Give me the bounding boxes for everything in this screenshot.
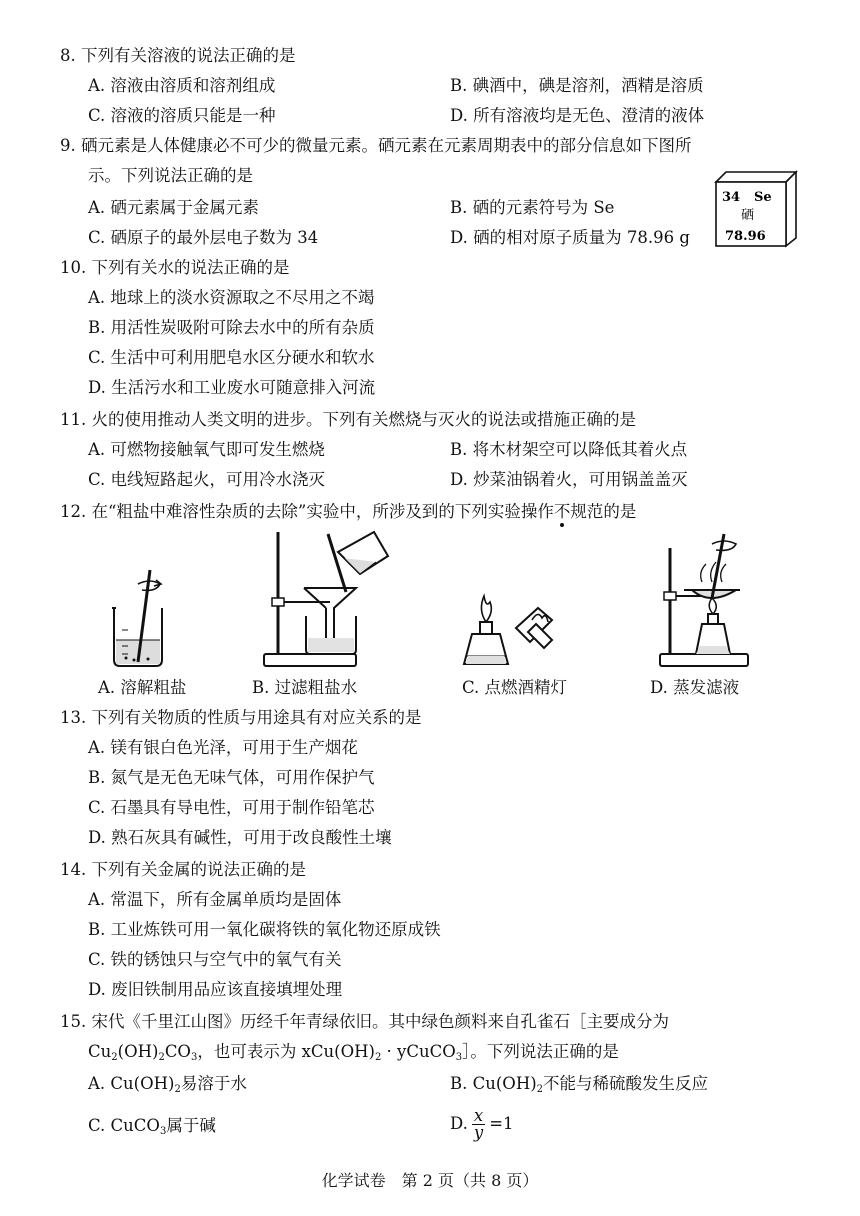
- lighting-alcohol-lamp-illustration: [456, 590, 566, 670]
- q12-option-c: C. 点燃酒精灯: [462, 678, 568, 697]
- q9-option-a: A. 硒元素属于金属元素: [88, 198, 259, 217]
- q15-option-c: C. CuCO$_3$属于碱: [88, 1116, 216, 1137]
- q12-stem-tail: 规范的是: [570, 502, 637, 521]
- q12-option-d: D. 蒸发滤液: [650, 678, 740, 697]
- q13-option-a: A. 镁有银白色光泽，可用于生产烟花: [88, 738, 358, 757]
- q8-option-a: A. 溶液由溶质和溶剂组成: [88, 76, 276, 95]
- q14-option-a: A. 常温下，所有金属单质均是固体: [88, 890, 342, 909]
- q12-option-a: A. 溶解粗盐: [98, 678, 187, 697]
- q10-option-c: C. 生活中可利用肥皂水区分硬水和软水: [88, 348, 375, 367]
- q10-stem: 10. 下列有关水的说法正确的是: [60, 258, 290, 277]
- q11-option-c: C. 电线短路起火，可用冷水浇灭: [88, 470, 326, 489]
- q15-option-a: A. $Cu(OH)_2$易溶于水: [88, 1074, 247, 1095]
- evaporation-apparatus-illustration: [654, 528, 754, 672]
- q14-stem: 14. 下列有关金属的说法正确的是: [60, 860, 306, 879]
- q8-option-b: B. 碘酒中，碘是溶剂，酒精是溶质: [450, 76, 704, 95]
- dissolve-beaker-illustration: [90, 566, 180, 672]
- element-mass: 78.96: [725, 229, 766, 244]
- q14-option-b: B. 工业炼铁可用一氧化碳将铁的氧化物还原成铁: [88, 920, 441, 939]
- q12-stem-text: 12. 在“粗盐中难溶性杂质的去除”实验中，所涉及到的下列实验操作: [60, 502, 554, 521]
- q9-option-b: B. 硒的元素符号为 Se: [450, 198, 615, 217]
- element-number: 34: [722, 190, 741, 205]
- q9-stem-line2: 示。下列说法正确的是: [88, 166, 253, 185]
- filtration-apparatus-illustration: [256, 526, 392, 672]
- q10-option-d: D. 生活污水和工业废水可随意排入河流: [88, 378, 376, 397]
- q12-option-b: B. 过滤粗盐水: [252, 678, 358, 697]
- q12-emphasis-not: 不: [553, 502, 571, 521]
- element-symbol: Se: [754, 190, 772, 205]
- q10-option-b: B. 用活性炭吸附可除去水中的所有杂质: [88, 318, 375, 337]
- q14-option-c: C. 铁的锈蚀只与空气中的氧气有关: [88, 950, 342, 969]
- q15-option-b: B. $Cu(OH)_2$不能与稀硫酸发生反应: [450, 1074, 709, 1095]
- q10-option-a: A. 地球上的淡水资源取之不尽用之不竭: [88, 288, 375, 307]
- periodic-table-cell: [714, 170, 798, 248]
- q12-stem: [60, 500, 636, 524]
- q15-stem-line2: $Cu_2(OH)_2CO_3$，也可表示为 $xCu(OH)_2$ · yCuCO$_3$］。下列说法正确的是: [88, 1042, 619, 1063]
- q9-option-c: C. 硒原子的最外层电子数为 34: [88, 228, 319, 247]
- page-footer: 化学试卷 第 2 页（共 8 页）: [321, 1171, 539, 1190]
- q11-option-d: D. 炒菜油锅着火，可用锅盖盖灭: [450, 470, 688, 489]
- element-name: 硒: [741, 208, 755, 223]
- q14-option-d: D. 废旧铁制用品应该直接填埋处理: [88, 980, 343, 999]
- q8-option-c: C. 溶液的溶质只能是一种: [88, 106, 276, 125]
- q13-option-c: C. 石墨具有导电性，可用于制作铅笔芯: [88, 798, 375, 817]
- q15-stem-line1: 15. 宋代《千里江山图》历经千年青绿依旧。其中绿色颜料来自孔雀石［主要成分为: [60, 1012, 669, 1031]
- q9-stem-line1: 9. 硒元素是人体健康必不可少的微量元素。硒元素在元素周期表中的部分信息如下图所: [60, 136, 692, 155]
- q11-option-b: B. 将木材架空可以降低其着火点: [450, 440, 688, 459]
- q15-option-d: D. $\frac{x}{y}$ =1: [450, 1106, 514, 1142]
- q8-option-d: D. 所有溶液均是无色、澄清的液体: [450, 106, 705, 125]
- q13-stem: 13. 下列有关物质的性质与用途具有对应关系的是: [60, 708, 422, 727]
- q11-stem: 11. 火的使用推动人类文明的进步。下列有关燃烧与灭火的说法或措施正确的是: [60, 410, 636, 429]
- q13-option-d: D. 熟石灰具有碱性，可用于改良酸性土壤: [88, 828, 392, 847]
- q8-stem: 8. 下列有关溶液的说法正确的是: [60, 46, 296, 65]
- q9-option-d: D. 硒的相对原子质量为 78.96 g: [450, 228, 690, 247]
- fraction-x-over-y: $\frac{x}{y}$: [473, 1106, 484, 1142]
- q13-option-b: B. 氮气是无色无味气体，可用作保护气: [88, 768, 375, 787]
- q11-option-a: A. 可燃物接触氧气即可发生燃烧: [88, 440, 325, 459]
